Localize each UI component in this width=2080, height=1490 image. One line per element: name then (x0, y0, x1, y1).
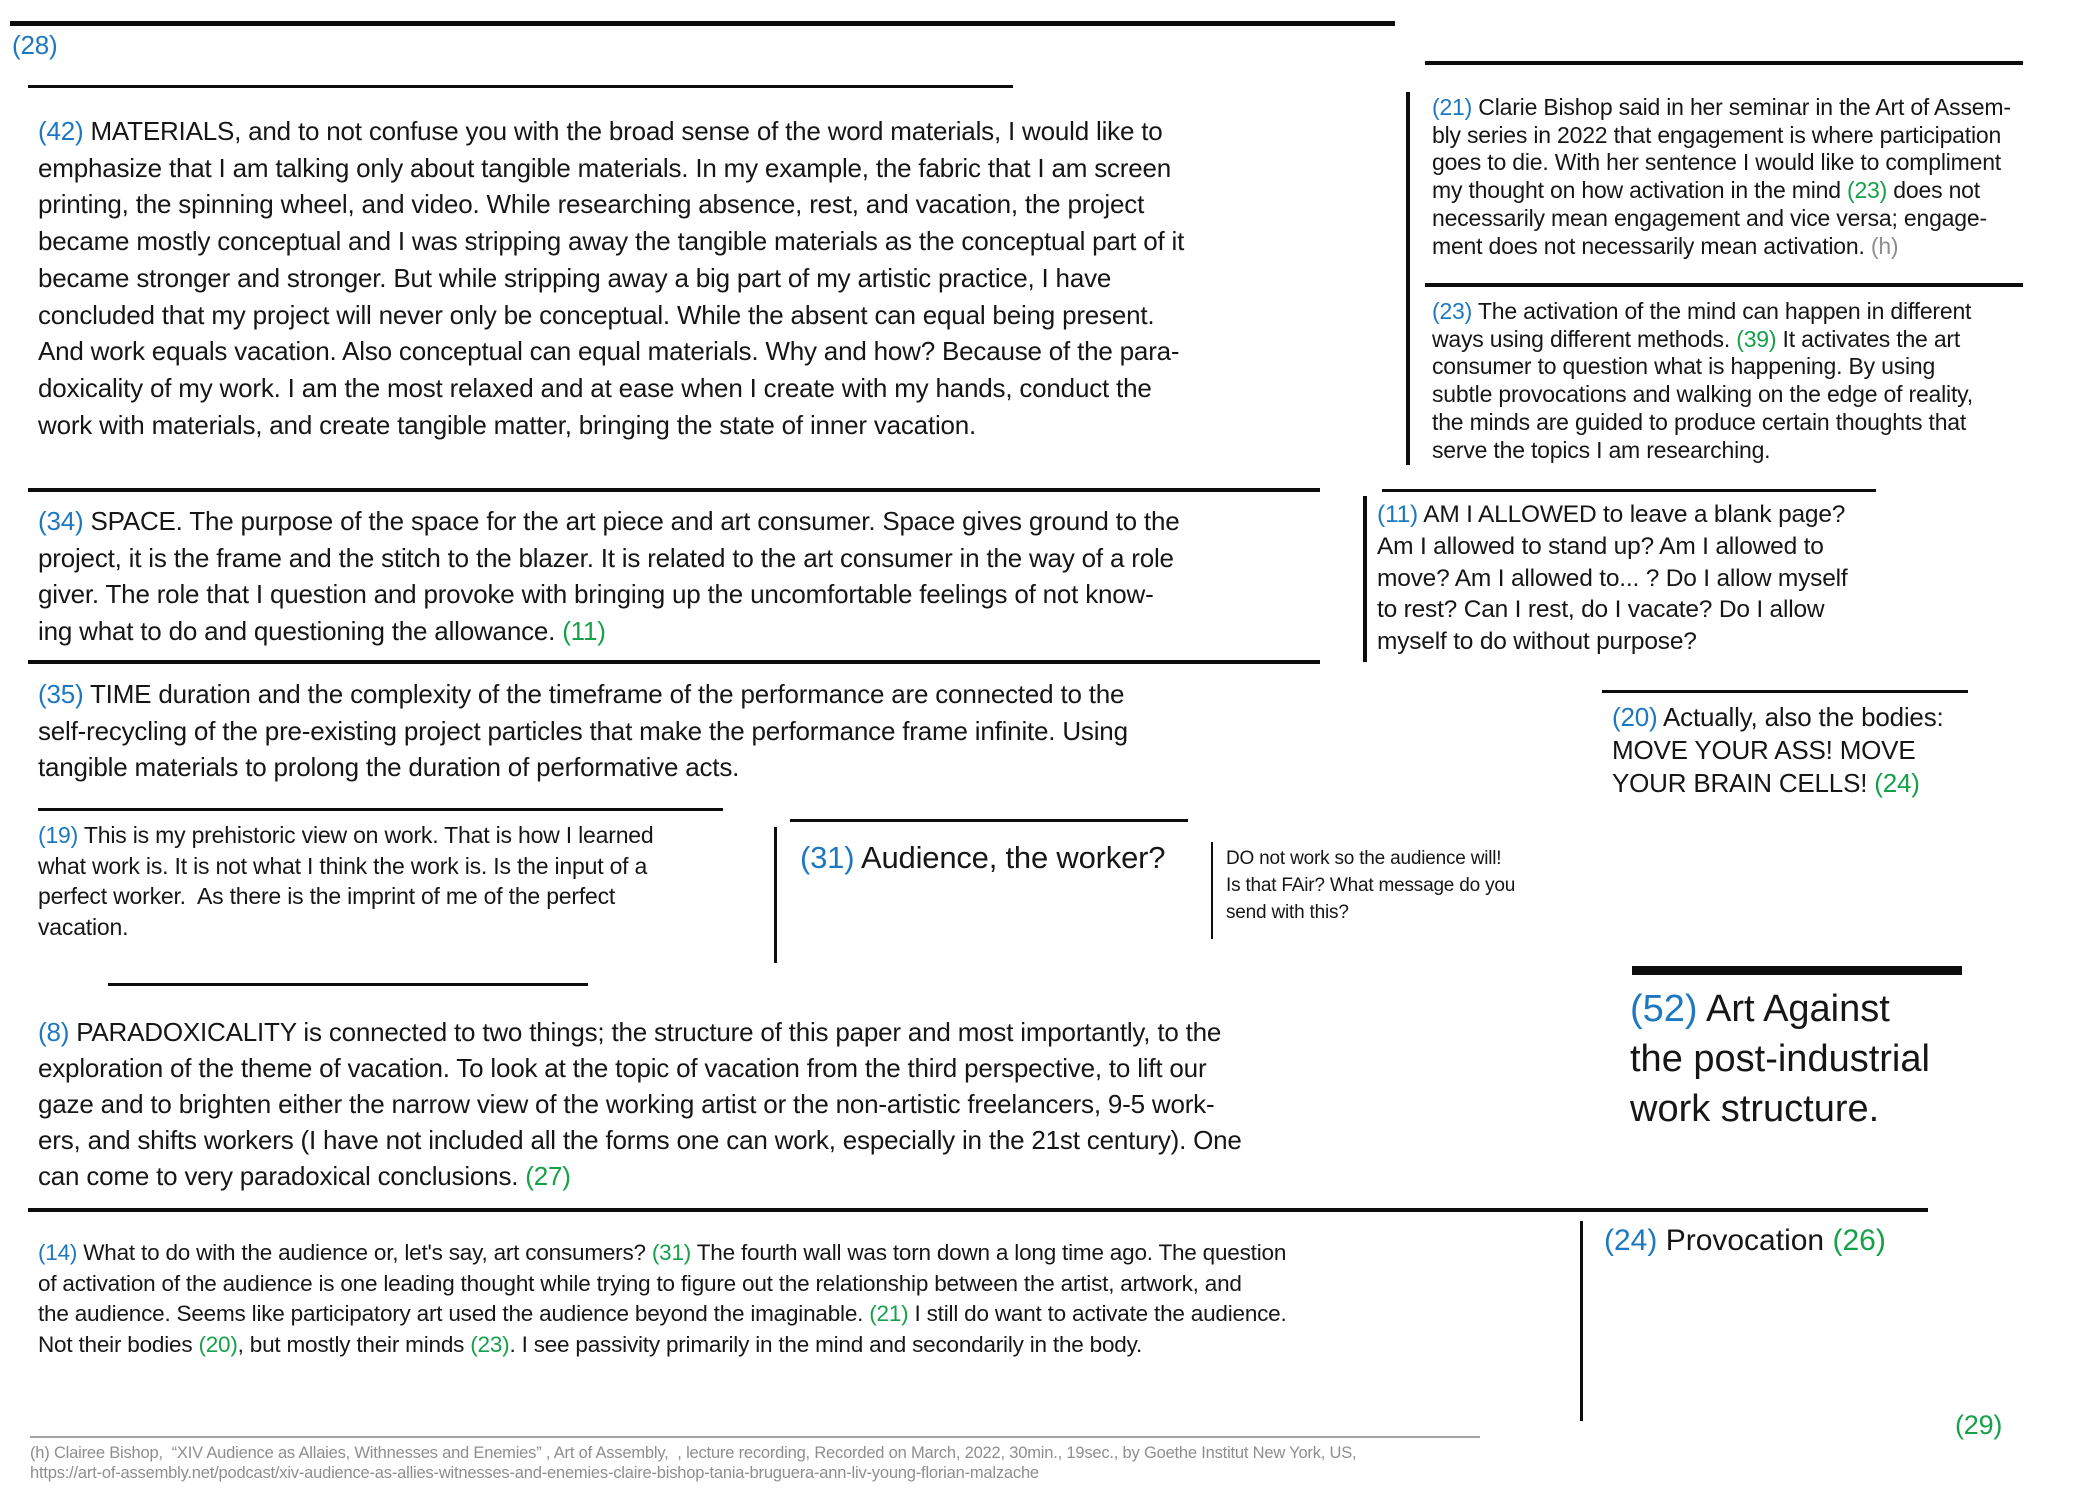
divider-below-prehistoric (108, 983, 588, 986)
divider-below-time (38, 808, 723, 811)
divider-under-ref-28 (28, 85, 1013, 88)
paragraph-space: (34) SPACE. The purpose of the space for the art piece and art consumer. Space gives ground to the project, it is the frame and the stitch to the blazer. It is related to the art consumer in the way of a role giver. The role that I question and provoke with bringing up the uncomfortable feelings of not know- ing what to do and questioning the allowance. (11) (38, 506, 1180, 647)
vertical-rule-am-i-allowed (1363, 496, 1367, 662)
divider-above-audience-heading (790, 819, 1188, 822)
heading-provocation: (24) Provocation (26) (1604, 1224, 1886, 1257)
paragraph-audience-consumers: (14) What to do with the audience or, let's say, art consumers? (31) The fourth wall was torn down a long time ago. The question of activation of the audience is one leading thought while trying to figure out the relationship between the artist, artwork, and the audience. Seems like participatory art used the audience beyond the imaginable. (21) I still do want to activate the audience. Not their bodies (20), but mostly their minds (23). I see passivity primarily in the mind and secondarily in the body. (38, 1240, 1287, 1357)
paragraph-paradoxicality: (8) PARADOXICALITY is connected to two things; the structure of this paper and most importantly, to the exploration of the theme of vacation. To look at the topic of vacation from the third perspective, to lift our gaze and to brighten either the narrow view of the working artist or the non-artistic freelancers, 9-5 work- ers, and shifts workers (I have not included all the forms one can work, especially in the 21st century). One can come to very paradoxical conclusions. (27) (38, 1017, 1242, 1191)
footnote-citation: (h) Clairee Bishop, “XIV Audience as Allaies, Withnesses and Enemies” , Art of Assembly, , lecture recording, Recorded on March, 2022, 30min., 19sec., by Goethe Institut New York, US, https://art-of-assembly.net/podcast/xiv-audience-as-allies-witnesses-and-enemies-claire-bishop-tania-bruguera-ann-liv-young-florian-malzache (30, 1444, 1357, 1482)
audience-side-note: DO not work so the audience will! Is that FAir? What message do you send with this? (1226, 848, 1516, 923)
paragraph-mind-activation: (23) The activation of the mind can happen in different ways using different methods. (39) It activates the art consumer to question what is happening. By using subtle provocations and walking on the edge of reality, the minds are guided to produce certain thoughts that serve the topics I am researching. (1432, 298, 1973, 463)
divider-top-thick (10, 21, 1395, 26)
divider-above-bodies (1602, 690, 1968, 693)
divider-long-above-consumers (28, 1208, 1928, 1212)
vertical-rule-right-column (1406, 92, 1410, 465)
divider-thick-above-art-against (1632, 966, 1962, 975)
vertical-rule-audience-right (1211, 842, 1213, 939)
paragraph-bishop-seminar: (21) Clarie Bishop said in her seminar in the Art of Assem- bly series in 2022 that engagement is where participation goes to die. With her sentence I would like to compliment my thought on how activation in the mind (23) does not necessarily mean engagement and vice versa; engage- ment does not necessarily mean activation. (h) (1432, 94, 2011, 259)
divider-above-am-i-allowed (1382, 489, 1876, 492)
heading-art-against: (52) Art Against the post-industrial work structure. (1630, 988, 1930, 1130)
divider-above-time (28, 660, 1320, 664)
paragraph-prehistoric-view: (19) This is my prehistoric view on work. That is how I learned what work is. It is not what I think the work is. Is the input of a perfect worker. As there is the imprint of me of the perfect vacation. (38, 822, 654, 940)
paragraph-time: (35) TIME duration and the complexity of the timeframe of the performance are connected to the self-recycling of the pre-existing project particles that make the performance frame infinite. Using tangible materials to prolong the duration of performative acts. (38, 679, 1128, 783)
paragraph-bodies-move: (20) Actually, also the bodies: MOVE YOUR ASS! MOVE YOUR BRAIN CELLS! (24) (1612, 702, 1944, 798)
divider-right-middle (1425, 283, 2023, 287)
page-ref-top-left: (28) (12, 30, 58, 60)
audience-worker-heading: (31) Audience, the worker? (800, 840, 1166, 875)
divider-footnote (30, 1436, 1480, 1438)
vertical-rule-provocation (1580, 1221, 1583, 1421)
paragraph-am-i-allowed: (11) AM I ALLOWED to leave a blank page? Am I allowed to stand up? Am I allowed to move? Am I allowed to... ? Do I allow myself to rest? Can I rest, do I vacate? Do I allow myself to do without purpose? (1377, 501, 1848, 656)
vertical-rule-audience-left (774, 827, 777, 963)
page-ref-bottom-right: (29) (1955, 1410, 2003, 1440)
paragraph-materials: (42) MATERIALS, and to not confuse you with the broad sense of the word materials, I would like to emphasize that I am talking only about tangible materials. In my example, the fabric that I am screen printing, the spinning wheel, and video. While researching absence, rest, and vacation, the project became mostly conceptual and I was stripping away the tangible materials as the conceptual part of it became stronger and stronger. But while stripping away a big part of my artistic practice, I have concluded that my project will never only be conceptual. While the absent can equal being present. And work equals vacation. Also conceptual can equal materials. Why and how? Because of the para- doxicality of my work. I am the most relaxed and at ease when I create with my hands, conduct the work with materials, and create tangible matter, bringing the state of inner vacation. (38, 116, 1185, 440)
divider-above-space (28, 488, 1320, 492)
divider-right-top (1425, 61, 2023, 65)
